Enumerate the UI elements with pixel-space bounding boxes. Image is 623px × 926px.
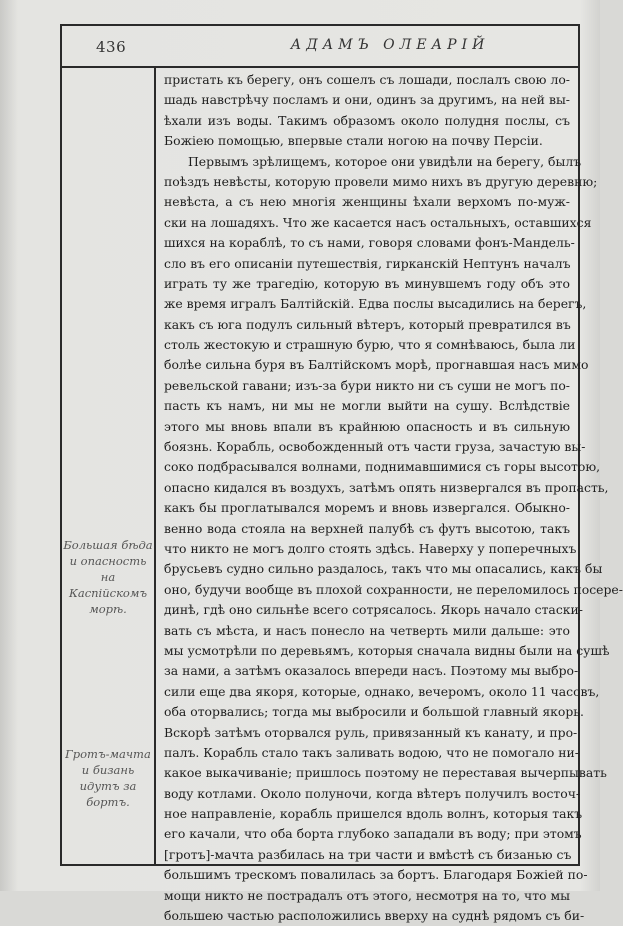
text-line: мощи никто не пострадалъ отъ этого, несмотря на то, что мы [164,887,570,903]
text-line: Вскорѣ затѣмъ оторвался руль, привязанный къ канату, и про- [164,724,578,740]
text-line: его качали, что оба борта глубоко западали въ воду; при этомъ [164,826,582,842]
text-line: воду котлами. Около полуночи, когда вѣтеръ получилъ восточ- [164,785,581,801]
text-line: сло въ его описаніи путешествія, гирканскій Нептунъ началъ [164,255,571,271]
text-line: какое выкачиваніе; пришлось поэтому не переставая вычерпывать [164,765,607,781]
running-title: АДАМЪ ОЛЕАРІЙ [290,37,490,53]
text-line: столь жестокую и страшную бурю, что я сомнѣваюсь, была ли [164,337,576,353]
text-line: вать съ мѣста, и насъ понесло на четверть мили дальше: это [164,622,570,638]
text-line: же время игралъ Балтійскій. Едва послы высадились на берегъ, [164,296,587,312]
text-line: мы усмотрѣли по деревьямъ, которыя сначала видны были на сушѣ [164,642,610,658]
text-line: какъ бы проглатывался моремъ и вновь извергался. Обыкно- [164,500,570,516]
text-line: динѣ, гдѣ оно сильнѣе всего сотрясалось. Якорь начало стаски- [164,602,583,618]
text-line: соко подбрасывался волнами, поднимавшимися съ горы высотою, [164,459,601,475]
page-number: 436 [96,38,127,56]
column-divider [154,66,156,864]
text-line: брусьевъ судно сильно раздалось, такъ что мы опасались, какъ бы [164,561,603,577]
text-line: ѣхали изъ воды. Такимъ образомъ около полудня послы, съ [164,112,570,128]
text-line: что никто не могъ долго стоять здѣсь. Наверху у поперечныхъ [164,540,577,556]
text-line: сили еще два якоря, которые, однако, вечеромъ, около 11 часовъ, [164,683,600,699]
text-line: шадь навстрѣчу посламъ и они, одинъ за другимъ, на ней вы- [164,92,570,108]
text-line: поѣздъ невѣсты, которую провели мимо нихъ въ другую деревню; [164,173,598,189]
text-line: Первымъ зрѣлищемъ, которое они увидѣли на берегу, былъ [188,153,582,169]
text-line: венно вода стояла на верхней палубѣ съ футъ высотою, такъ [164,520,570,536]
margin-note-mast: Гротъ-мачта и бизань идутъ за бортъ. [65,747,151,809]
text-line: ски на лошадяхъ. Что же касается насъ остальныхъ, оставшихся [164,214,592,230]
page-header [62,26,578,68]
text-line: играть ту же трагедію, которую въ минувшемъ году объ это [164,275,570,291]
text-line: боязнь. Корабль, освобожденный отъ части груза, зачастую вы- [164,439,586,455]
text-line: палъ. Корабль стало такъ заливать водою, что не помогало ни- [164,744,579,760]
text-line: пасть къ намъ, ни мы не могли выйти на сушу. Вслѣдствіе [164,398,570,414]
page-frame [60,24,623,924]
text-line: ревельской гавани; изъ-за бури никто ни съ суши не могъ по- [164,377,570,393]
text-line: оба оторвались; тогда мы выбросили и большой главный якорь. [164,704,584,720]
text-line: шихся на кораблѣ, то съ нами, говоря словами фонъ-Мандель- [164,235,575,251]
text-line: большею частью расположились вверху на суднѣ рядомъ съ би- [164,908,585,924]
body-text [164,70,623,926]
text-line: опасно кидался въ воздухъ, затѣмъ опять низвергался въ пропасть, [164,479,609,495]
text-line: какъ съ юга подулъ сильный вѣтеръ, который превратился въ [164,316,571,332]
margin-note-storm: Большая бѣда и опасность на Каспійскомъ морѣ. [63,538,153,616]
text-line: оно, будучи вообще въ плохой сохранности, не переломилось посере- [164,581,623,597]
text-line: ное направленіе, корабль пришелся вдоль волнъ, которыя такъ [164,806,583,822]
text-line: болѣе сильна буря въ Балтійскомъ морѣ, прогнавшая насъ мимо [164,357,589,373]
text-line: большимъ трескомъ повалилась за бортъ. Благодаря Божіей по- [164,867,588,883]
text-line: Божіею помощью, впервые стали ногою на почву Персіи. [164,133,543,149]
text-line: пристать къ берегу, онъ сошелъ съ лошади, послалъ свою ло- [164,72,570,87]
text-line: невѣста, а съ нею многія женщины ѣхали верхомъ по-муж- [164,194,570,210]
text-line: за нами, а затѣмъ оказалось впереди насъ. Поэтому мы выбро- [164,663,579,679]
text-line: [гротъ]-мачта разбилась на три части и вмѣстѣ съ бизанью съ [164,846,572,862]
text-line: этого мы вновь впали въ крайнюю опасность и въ сильную [164,418,570,434]
